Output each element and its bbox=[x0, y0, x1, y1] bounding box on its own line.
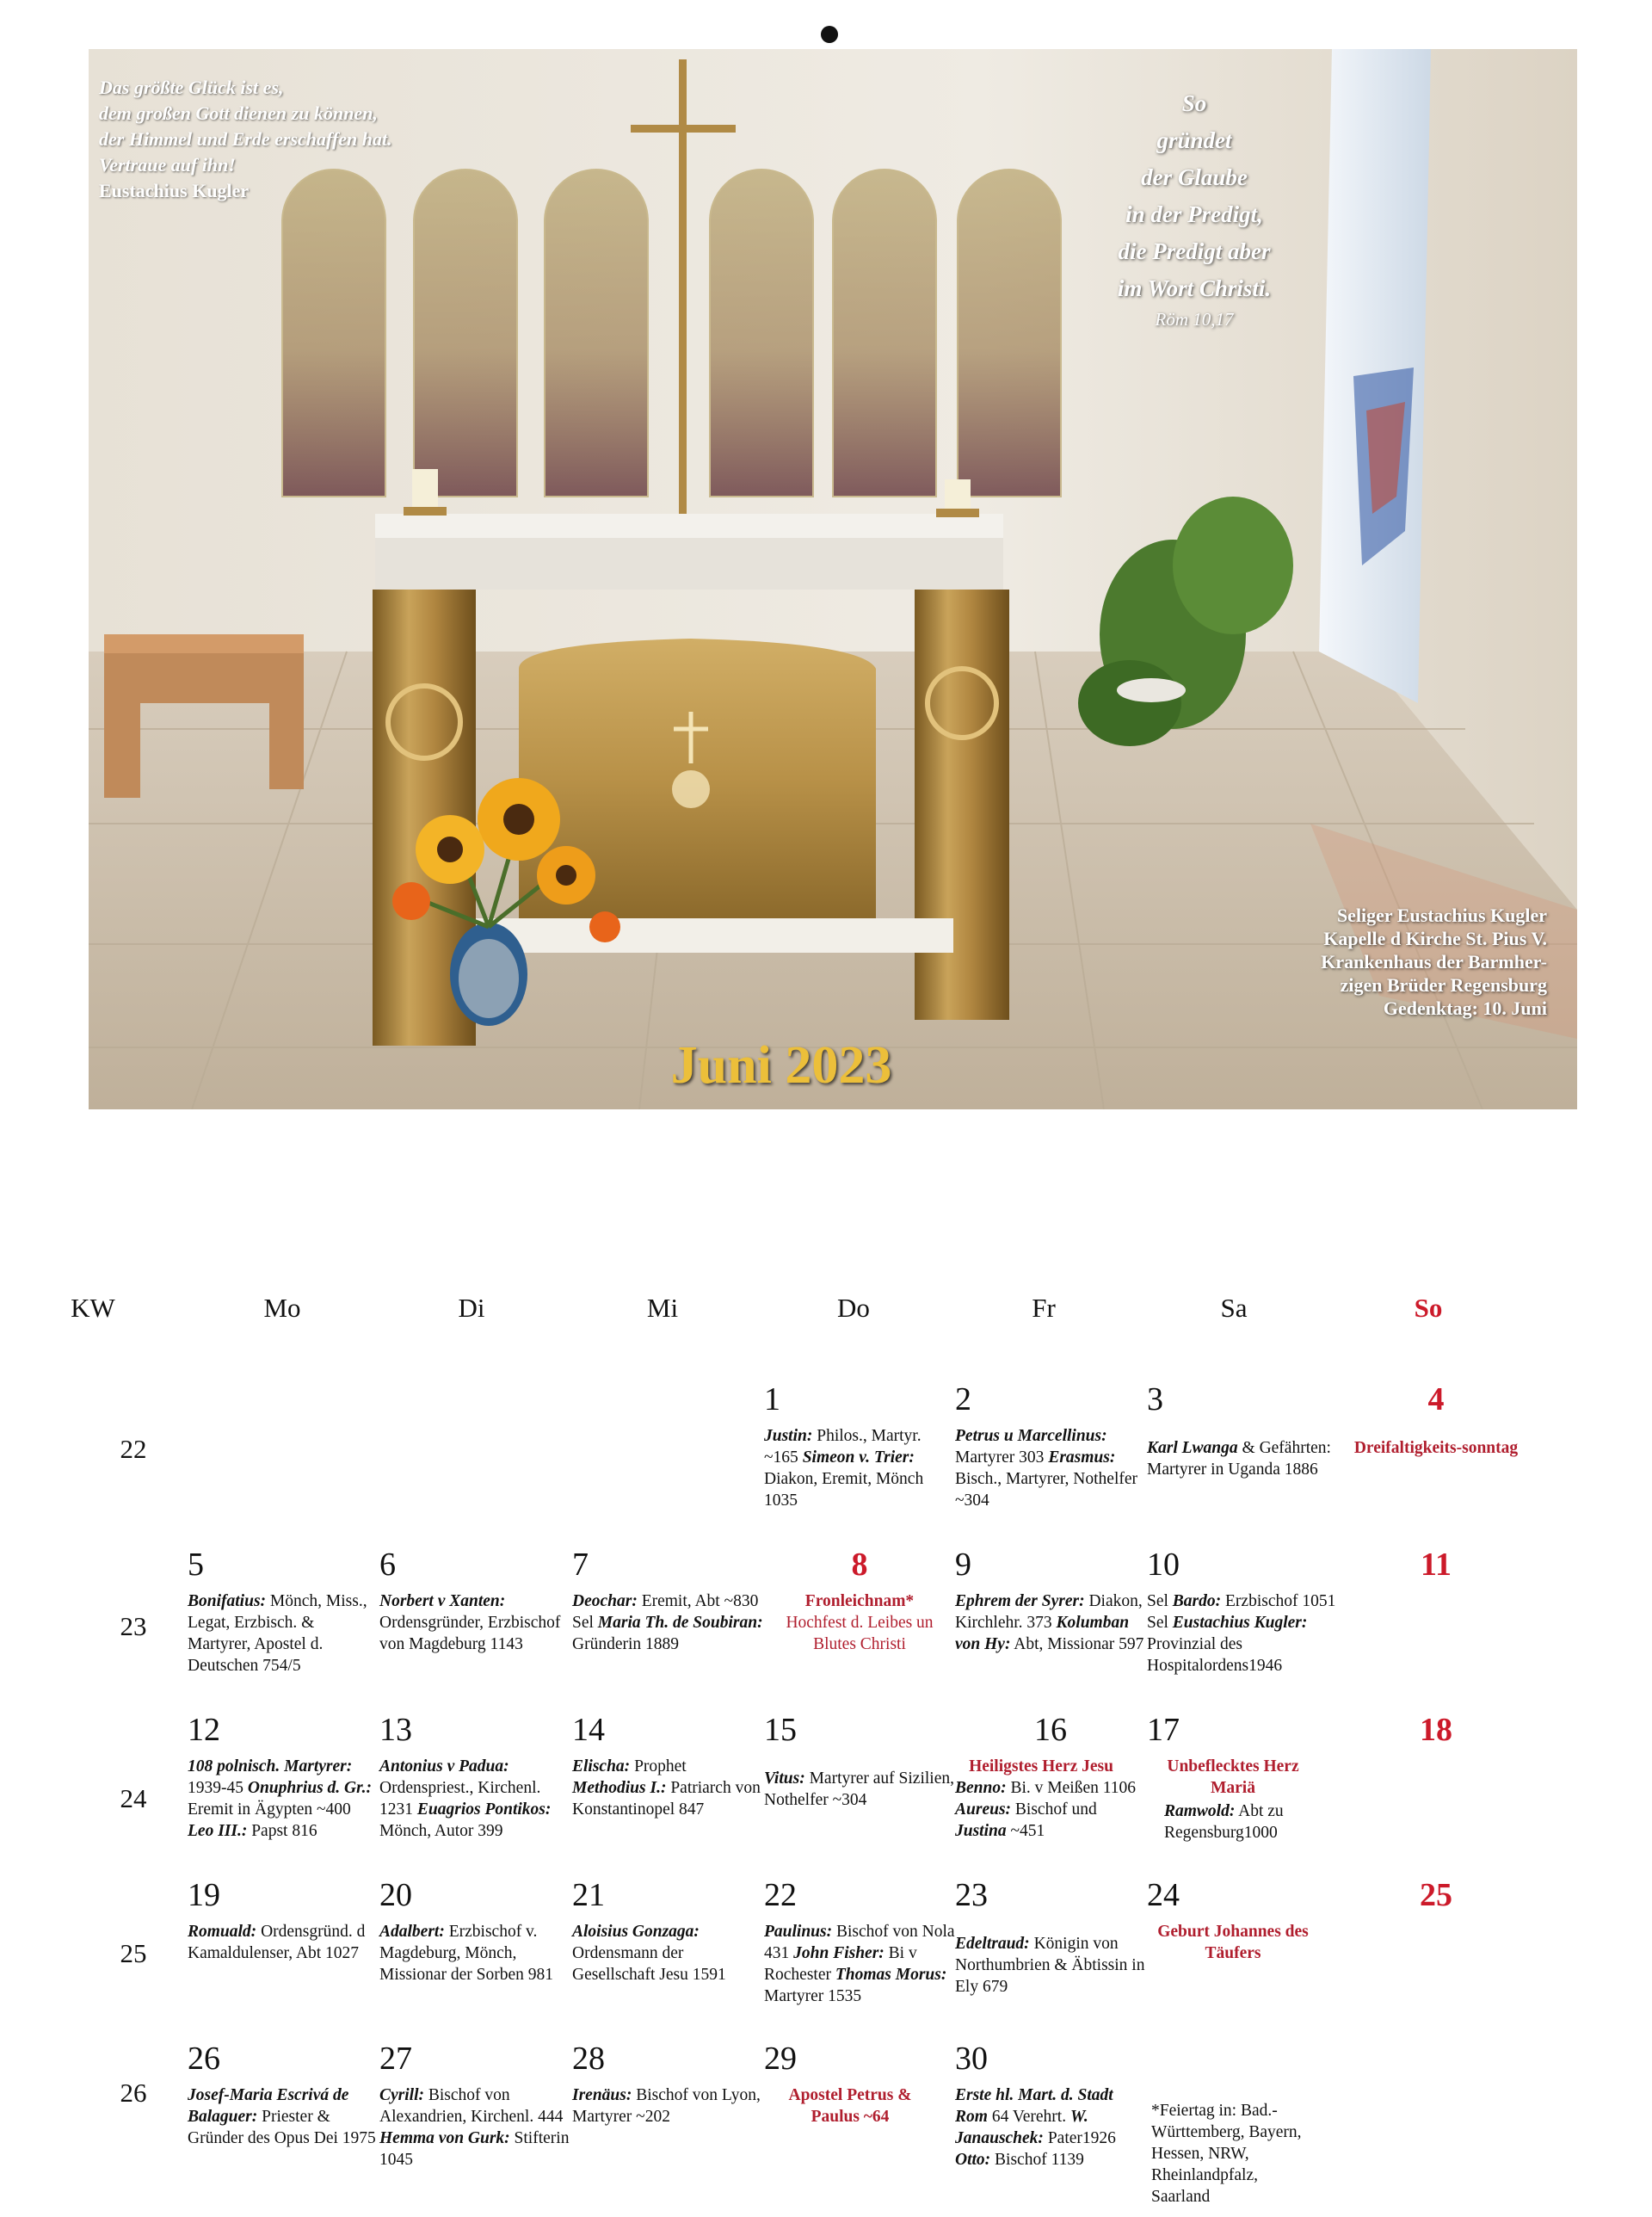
saint-name: Simeon v. Trier: bbox=[802, 1448, 915, 1467]
saint-name: Benno: bbox=[955, 1779, 1007, 1797]
saint-entry: Edeltraud: Königin von Northumbrien & Äbtissin in Ely 679 bbox=[955, 1935, 1145, 1996]
day-number: 21 bbox=[572, 1877, 605, 1913]
saint-name: Vitus: bbox=[764, 1769, 805, 1788]
day-number: 16 bbox=[1034, 1712, 1067, 1748]
day-cell bbox=[188, 1876, 379, 1964]
day-number: 9 bbox=[955, 1547, 971, 1583]
saint-entry: Elischa: Prophet Methodius I.: Patriarch von Konstantinopel 847 bbox=[572, 1757, 761, 1819]
saint-name: Hemma von Gurk: bbox=[379, 2129, 510, 2147]
day-cell-holiday bbox=[764, 1546, 955, 1655]
saint-name: Elischa: bbox=[572, 1757, 631, 1775]
saint-name: Bardo: bbox=[1172, 1592, 1222, 1610]
saint-name: Antonius v Padua: bbox=[379, 1757, 509, 1775]
saint-name: Leo III.: bbox=[188, 1822, 248, 1840]
saint-entry: Deochar: Eremit, Abt ~830 Sel Maria Th. de Soubiran: Gründerin 1889 bbox=[572, 1592, 763, 1653]
saint-name: Justin: bbox=[764, 1427, 813, 1445]
saint-entry: Ramwold: Abt zu Regensburg1000 bbox=[1164, 1802, 1284, 1842]
day-cell bbox=[764, 1711, 955, 1811]
founder-quote bbox=[99, 75, 546, 204]
holiday-footnote: *Feiertag in: Bad.-Württemberg, Bayern, Hessen, NRW, Rheinlandpfalz, Saarland bbox=[1151, 2102, 1302, 2206]
day-number: 17 bbox=[1147, 1712, 1180, 1748]
saint-name: Petrus u Marcellinus: bbox=[955, 1427, 1107, 1445]
saint-name: Aloisius Gonzaga: bbox=[572, 1923, 700, 1941]
chapel-photo bbox=[89, 49, 1577, 1109]
day-number: 1 bbox=[764, 1381, 780, 1417]
saint-name: Cyrill: bbox=[379, 2086, 424, 2104]
day-number: 27 bbox=[379, 2041, 412, 2077]
saint-entry: Vitus: Martyrer auf Sizilien, Nothelfer ~304 bbox=[764, 1769, 954, 1809]
day-cell bbox=[379, 1546, 570, 1655]
day-cell bbox=[764, 1380, 955, 1511]
saint-name: W. Janauschek: bbox=[955, 2108, 1088, 2147]
saint-name: Bonifatius: bbox=[188, 1592, 267, 1610]
day-number: 5 bbox=[188, 1547, 204, 1583]
bible-quote-line: im Wort Christi. bbox=[1117, 275, 1272, 301]
photo-caption-line: Seliger Eustachius Kugler bbox=[1336, 905, 1547, 926]
saint-name: Irenäus: bbox=[572, 2086, 632, 2104]
day-number: 2 bbox=[955, 1381, 971, 1417]
founder-quote-line: dem großen Gott dienen zu können, bbox=[99, 102, 378, 124]
saint-name: Onuphrius d. Gr.: bbox=[247, 1779, 373, 1797]
saint-name: Maria Th. de Soubiran: bbox=[597, 1614, 763, 1632]
day-number: 15 bbox=[764, 1712, 797, 1748]
saint-name: Aureus: bbox=[955, 1800, 1012, 1819]
week-number: 23 bbox=[120, 1611, 147, 1641]
bible-quote-line: die Predigt aber bbox=[1118, 238, 1271, 264]
bible-quote bbox=[1057, 85, 1332, 331]
day-number: 19 bbox=[188, 1877, 220, 1913]
day-cell bbox=[1147, 1546, 1338, 1677]
weekday-header-so: So bbox=[1414, 1293, 1443, 1323]
saint-name: John Fisher: bbox=[793, 1944, 885, 1962]
saint-name: Ephrem der Syrer: bbox=[955, 1592, 1085, 1610]
day-number: 22 bbox=[764, 1877, 797, 1913]
hanging-hole bbox=[821, 26, 838, 43]
bible-quote-line: gründet bbox=[1156, 127, 1232, 153]
feast-title: Heiligstes Herz Jesu bbox=[969, 1757, 1113, 1775]
day-number: 6 bbox=[379, 1547, 396, 1583]
weekday-header-do: Do bbox=[837, 1293, 870, 1323]
saint-name: Thomas Morus: bbox=[835, 1966, 947, 1984]
saint-entry: Adalbert: Erzbischof v. Magdeburg, Mönch, Missionar der Sorben 981 bbox=[379, 1923, 554, 1984]
day-number: 20 bbox=[379, 1877, 412, 1913]
day-cell bbox=[188, 1711, 379, 1842]
photo-caption-line: zigen Brüder Regensburg bbox=[1340, 974, 1547, 996]
saint-name: Adalbert: bbox=[379, 1923, 445, 1941]
day-number: 12 bbox=[188, 1712, 220, 1748]
saint-name: Eustachius Kugler: bbox=[1172, 1614, 1308, 1632]
day-number: 24 bbox=[1147, 1877, 1180, 1913]
saint-name: Ramwold: bbox=[1164, 1802, 1236, 1820]
saint-entry: Antonius v Padua: Ordenspriest., Kirchenl. 1231 Euagrios Pontikos: Mönch, Autor 399 bbox=[379, 1757, 552, 1840]
saint-name: Otto: bbox=[955, 2151, 991, 2169]
saint-entry: Karl Lwanga & Gefährten: Martyrer in Uganda 1886 bbox=[1147, 1439, 1331, 1479]
day-cell-sunday bbox=[1341, 1876, 1532, 1914]
day-cell bbox=[1147, 1380, 1338, 1480]
feast-title: Fronleichnam* bbox=[804, 1592, 915, 1610]
bible-quote-line: in der Predigt, bbox=[1125, 201, 1263, 227]
day-cell bbox=[572, 2040, 763, 2127]
day-number: 18 bbox=[1420, 1712, 1452, 1748]
bible-quote-line: der Glaube bbox=[1141, 164, 1248, 190]
saint-entry: Justin: Philos., Martyr. ~165 Simeon v. Trier: Diakon, Eremit, Mönch 1035 bbox=[764, 1427, 924, 1510]
day-cell bbox=[572, 1546, 763, 1655]
bible-quote-reference: Röm 10,17 bbox=[1155, 309, 1234, 330]
saint-name: Erste hl. Mart. d. Stadt Rom bbox=[955, 2086, 1113, 2126]
saint-entry: Petrus u Marcellinus: Martyrer 303 Erasmus: Bisch., Martyrer, Nothelfer ~304 bbox=[955, 1427, 1138, 1510]
photo-caption-line: Kapelle d Kirche St. Pius V. bbox=[1323, 928, 1547, 949]
saint-name: Erasmus: bbox=[1048, 1448, 1116, 1467]
saint-name: Paulinus: bbox=[764, 1923, 833, 1941]
day-cell bbox=[955, 1876, 1146, 1998]
saint-entry: Erste hl. Mart. d. Stadt Rom 64 Verehrt. W. Janauschek: Pater1926 Otto: Bischof 1139 bbox=[955, 2086, 1116, 2169]
week-number: 22 bbox=[120, 1434, 147, 1464]
feast-entry: Hochfest d. Leibes un Blutes Christi bbox=[786, 1614, 934, 1653]
day-number: 3 bbox=[1147, 1381, 1163, 1417]
month-title: Juni 2023 bbox=[670, 1036, 892, 1095]
day-cell bbox=[379, 1876, 570, 1985]
founder-quote-line: der Himmel und Erde erschaffen hat. bbox=[99, 128, 392, 150]
saint-entry: Cyrill: Bischof von Alexandrien, Kirchenl. 444 Hemma von Gurk: Stifterin 1045 bbox=[379, 2086, 570, 2169]
day-cell-sunday bbox=[1341, 1546, 1532, 1584]
saint-name: Romuald: bbox=[188, 1923, 257, 1941]
saint-entry: Sel Bardo: Erzbischof 1051 Sel Eustachius Kugler: Provinzial des Hospitalordens1946 bbox=[1147, 1592, 1336, 1675]
day-cell bbox=[188, 2040, 379, 2149]
saint-name: Josef-Maria Escrivá de Balaguer: bbox=[188, 2086, 349, 2126]
saint-entry: Irenäus: Bischof von Lyon, Martyrer ~202 bbox=[572, 2086, 761, 2126]
weekday-header-mi: Mi bbox=[646, 1293, 679, 1323]
saint-name: Justina bbox=[955, 1822, 1007, 1840]
day-cell bbox=[379, 1711, 570, 1842]
day-number: 7 bbox=[572, 1547, 589, 1583]
week-number: 24 bbox=[120, 1783, 147, 1813]
weekday-header-sa: Sa bbox=[1220, 1293, 1248, 1323]
day-number: 30 bbox=[955, 2041, 988, 2077]
feast-entry: Dreifaltigkeits-sonntag bbox=[1353, 1439, 1519, 1457]
saint-entry: Romuald: Ordensgründ. d Kamaldulenser, Abt 1027 bbox=[188, 1923, 366, 1962]
saint-entry: Benno: Bi. v Meißen 1106 Aureus: Bischof und Justina ~451 bbox=[955, 1779, 1137, 1840]
day-cell bbox=[379, 2040, 570, 2171]
photo-caption-line: Gedenktag: 10. Juni bbox=[1383, 997, 1547, 1019]
day-cell bbox=[572, 1876, 763, 1985]
week-number: 25 bbox=[120, 1938, 147, 1968]
day-number: 8 bbox=[851, 1547, 868, 1583]
day-cell bbox=[1147, 1876, 1338, 1964]
saint-entry: Paulinus: Bischof von Nola 431 John Fisher: Bi v Rochester Thomas Morus: Martyrer 1535 bbox=[764, 1923, 955, 2005]
day-number: 26 bbox=[188, 2041, 220, 2077]
day-cell bbox=[188, 1546, 379, 1677]
weekday-header-fr: Fr bbox=[1032, 1293, 1056, 1323]
day-cell bbox=[955, 1711, 1146, 1842]
day-number: 23 bbox=[955, 1877, 988, 1913]
day-number: 13 bbox=[379, 1712, 412, 1748]
saint-name: Methodius I.: bbox=[572, 1779, 667, 1797]
photo-caption-line: Krankenhaus der Barmher- bbox=[1321, 951, 1547, 973]
day-cell bbox=[1147, 1711, 1338, 1843]
saint-entry: Bonifatius: Mönch, Miss., Legat, Erzbisch. & Martyrer, Apostel d. Deutschen 754/5 bbox=[188, 1592, 367, 1675]
day-cell-sunday bbox=[1341, 1380, 1532, 1459]
kw-header: KW bbox=[71, 1293, 115, 1323]
weekday-header-mo: Mo bbox=[263, 1293, 301, 1323]
saint-name: Deochar: bbox=[572, 1592, 638, 1610]
saint-entry: Aloisius Gonzaga: Ordensmann der Gesellschaft Jesu 1591 bbox=[572, 1923, 726, 1984]
day-cell bbox=[764, 2040, 955, 2127]
day-cell bbox=[572, 1711, 763, 1820]
day-number: 10 bbox=[1147, 1547, 1180, 1583]
day-number: 29 bbox=[764, 2041, 797, 2077]
saint-entry: Ephrem der Syrer: Diakon, Kirchlehr. 373 Kolumban von Hy: Abt, Missionar 597 bbox=[955, 1592, 1144, 1653]
day-number: 4 bbox=[1427, 1381, 1445, 1417]
feast-entry: Apostel Petrus & Paulus ~64 bbox=[788, 2086, 912, 2126]
founder-quote-author: Eustachius Kugler bbox=[99, 180, 250, 201]
feast-title: Unbeflecktes Herz Mariä bbox=[1167, 1757, 1299, 1797]
day-cell bbox=[764, 1876, 955, 2007]
day-number: 25 bbox=[1420, 1877, 1452, 1913]
saint-name: 108 polnisch. Martyrer: bbox=[188, 1757, 353, 1775]
saint-entry: Norbert v Xanten: Ordensgründer, Erzbischof von Magdeburg 1143 bbox=[379, 1592, 561, 1653]
day-cell bbox=[955, 1380, 1146, 1511]
day-cell bbox=[955, 2040, 1146, 2171]
photo-caption bbox=[1134, 904, 1547, 1020]
saint-name: Norbert v Xanten: bbox=[379, 1592, 506, 1610]
day-number: 28 bbox=[572, 2041, 605, 2077]
day-cell-sunday bbox=[1341, 1711, 1532, 1749]
saint-entry: Josef-Maria Escrivá de Balaguer: Priester & Gründer des Opus Dei 1975 bbox=[188, 2086, 376, 2147]
bible-quote-line: So bbox=[1181, 90, 1207, 116]
week-number: 26 bbox=[120, 2078, 147, 2108]
feast-entry: Geburt Johannes des Täufers bbox=[1157, 1923, 1309, 1962]
day-number: 11 bbox=[1421, 1547, 1452, 1583]
founder-quote-line: Vertraue auf ihn! bbox=[99, 154, 236, 176]
saint-name: Euagrios Pontikos: bbox=[416, 1800, 552, 1819]
saint-name: Kolumban von Hy: bbox=[955, 1614, 1130, 1653]
founder-quote-line: Das größte Glück ist es, bbox=[99, 77, 284, 98]
saint-name: Karl Lwanga bbox=[1147, 1439, 1238, 1457]
day-cell bbox=[955, 1546, 1146, 1655]
day-number: 14 bbox=[572, 1712, 605, 1748]
saint-entry: 108 polnisch. Martyrer: 1939-45 Onuphrius d. Gr.: Eremit in Ägypten ~400 Leo III.: Papst 816 bbox=[188, 1757, 373, 1840]
saint-name: Edeltraud: bbox=[955, 1935, 1030, 1953]
weekday-header-di: Di bbox=[458, 1293, 485, 1323]
